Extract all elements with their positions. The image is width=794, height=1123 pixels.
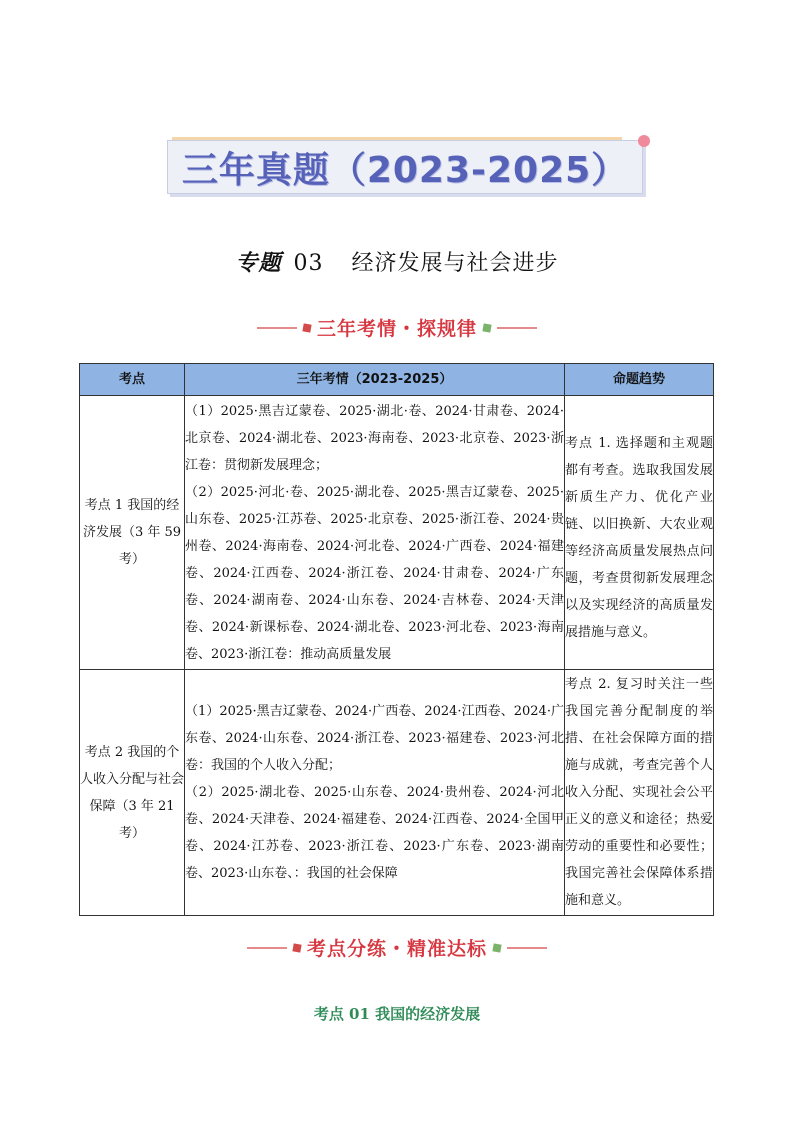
table-row [80,670,714,916]
paper-list-item: （1）2025·黑吉辽蒙卷、2025·湖北·卷、2024·甘肃卷、2024·北京卷、2024·湖北卷、2023·海南卷、2023·北京卷、2023·浙江卷：贯彻新发展理念； [185,403,564,473]
paper-list-item: （2）2025·湖北卷、2025·山东卷、2024·贵州卷、2024·河北卷、2024·天津卷、2024·福建卷、2024·江西卷、2024·全国甲卷、2024·江苏卷、2023·浙江卷、2023·广东卷、2023·湖南卷、2023·山东卷、：我国的社会保障 [185,785,564,881]
header-point: 考点 [80,364,185,396]
subject-tag: 专题 [235,250,282,276]
cell-trend: 考点 2. 复习时关注一些我国完善分配制度的举措、在社会保障方面的措施与成就，考查完善个人收入分配、实现社会公平正义的意义和途径；热爱劳动的重要性和必要性；我国完善社会保障体系措施和意义。 [565,670,714,916]
banner-accent-bar [172,137,622,140]
cell-point: 考点 2 我国的个人收入分配与社会保障（3 年 21 考） [80,670,185,916]
table-row [80,396,714,670]
section-heading-practice [0,934,794,961]
decor-square-icon [492,943,501,952]
cell-papers [185,670,565,916]
cell-papers [185,396,565,670]
paper-list-item: （1）2025·黑吉辽蒙卷、2024·广西卷、2024·江西卷、2024·广东卷、2024·山东卷、2024·浙江卷、2023·福建卷、2023·河北卷：我国的个人收入分配； [185,704,564,773]
decor-line [497,327,537,329]
section-title: 考点分练・精准达标 [306,938,487,960]
section-heading-trends [0,314,794,341]
subject-title: 经济发展与社会进步 [351,251,559,276]
banner-title: 三年真题（2023-2025） [181,149,629,191]
decor-line [257,327,297,329]
decor-square-icon [302,323,311,332]
decor-square-icon [482,323,491,332]
subject-number: 03 [293,251,324,276]
table-header-row [80,364,714,396]
header-trend: 命题趋势 [565,364,714,396]
cell-trend: 考点 1. 选择题和主观题都有考查。选取我国发展新质生产力、优化产业链、以旧换新、大农业观等经济高质量发展热点问题，考查贯彻新发展理念以及实现经济的高质量发展措施与意义。 [565,396,714,670]
header-papers: 三年考情（2023-2025） [185,364,565,396]
decor-square-icon [292,943,301,952]
subject-heading [0,246,794,277]
subsection-title: 考点 01 我国的经济发展 [313,1005,481,1023]
cell-point: 考点 1 我国的经济发展（3 年 59 考） [80,396,185,670]
decor-line [507,947,547,949]
section-title: 三年考情・探规律 [316,318,477,340]
title-banner [167,140,643,194]
exam-analysis-table [79,363,714,916]
paper-list-item: （2）2025·河北·卷、2025·湖北卷、2025·黑吉辽蒙卷、2025·山东卷、2025·江苏卷、2025·北京卷、2025·浙江卷、2024·贵州卷、2024·海南卷、2024·河北卷、2024·广西卷、2024·福建卷、2024·江西卷、2024·浙江卷、2024·甘肃卷、2024·广东卷、2024·湖南卷、2024·山东卷、2024·吉林卷、2024·天津卷、2024·新课标卷、2024·湖北卷、2023·河北卷、2023·海南卷、2023·浙江卷：推动高质量发展 [185,484,564,662]
decor-line [247,947,287,949]
